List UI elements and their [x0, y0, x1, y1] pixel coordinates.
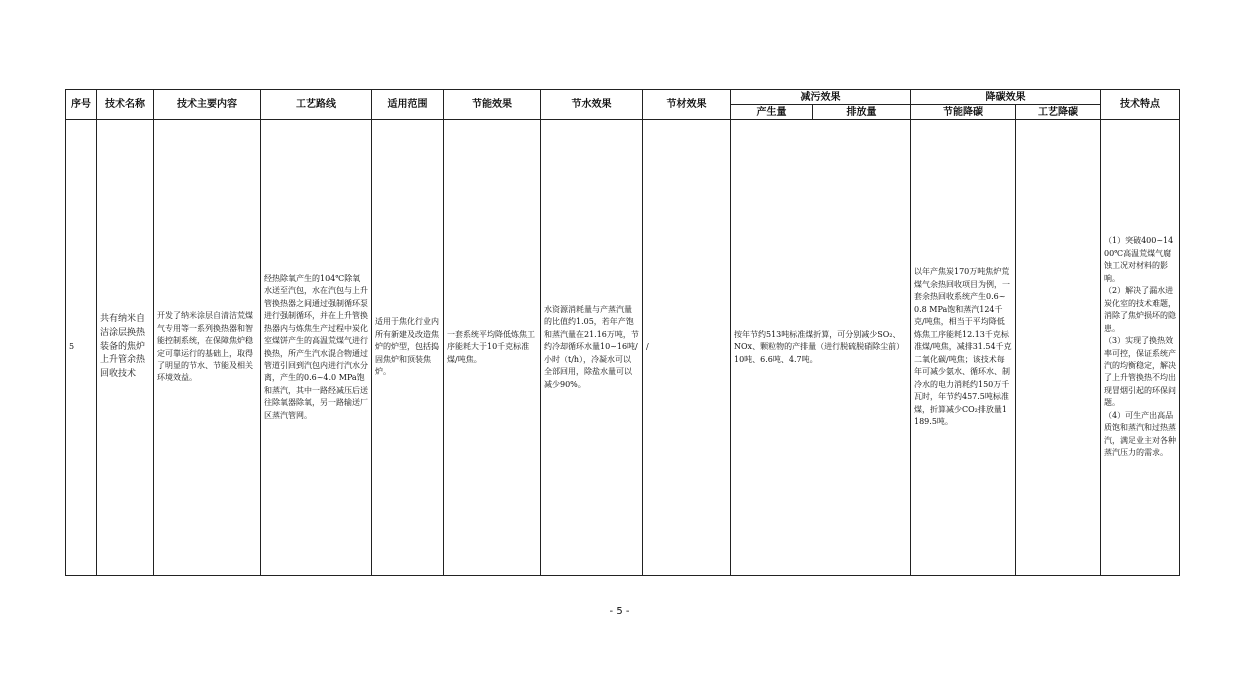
cell-pollution-reduction: 按年节约513吨标准煤折算，可分别减少SO₂、NOx、颗粒物的产排量（进行脱硫脱硝除尘前）10吨、6.6吨、4.7吨。	[731, 120, 911, 576]
cell-carbon-energy: 以年产焦炭170万吨焦炉荒煤气余热回收项目为例，一套余热回收系统产生0.6~0.8 MPa饱和蒸汽124千克/吨焦，相当于平均降低炼焦工序能耗12.13千克标准煤/吨焦，减排31.54千克二氧化碳/吨焦；该技术每年可减少氨水、循环水、制冷水的电力消耗约150万千瓦时，年节约457.5吨标准煤，折算减少CO₂排放量1189.5吨。	[911, 120, 1016, 576]
cell-water-saving: 水资源消耗量与产蒸汽量的比值约1.05，若年产饱和蒸汽量在21.16万吨，节约冷却循环水量10~16吨/小时（t/h），冷凝水可以全部回用，除盐水量可以减少90%。	[541, 120, 643, 576]
header-energy-saving: 节能效果	[444, 90, 541, 120]
page-number: - 5 -	[609, 606, 630, 617]
header-scope: 适用范围	[372, 90, 444, 120]
header-pollution-reduction: 减污效果	[731, 90, 911, 105]
header-seq: 序号	[66, 90, 97, 120]
cell-energy-saving: 一套系统平均降低炼焦工序能耗大于10千克标准煤/吨焦。	[444, 120, 541, 576]
cell-scope: 适用于焦化行业内所有新建及改造焦炉的炉型，包括捣固焦炉和顶装焦炉。	[372, 120, 444, 576]
header-features: 技术特点	[1101, 90, 1180, 120]
cell-main-content: 开发了纳米涂层自清洁荒煤气专用等一系列换热器和智能控制系统，在保障焦炉稳定可靠运行的基础上，取得了明显的节水、节能及相关环境效益。	[154, 120, 261, 576]
header-pollution-emitted: 排放量	[813, 105, 911, 120]
feature-item: （4）可生产出高品质饱和蒸汽和过热蒸汽，满足业主对各种蒸汽压力的需求。	[1104, 410, 1176, 458]
cell-features	[1101, 120, 1180, 576]
feature-item: （3）实现了换热效率可控，保证系统产汽的均衡稳定，解决了上升管换热不均出现冒烟引起的环保问题。	[1104, 336, 1176, 408]
header-process-route: 工艺路线	[261, 90, 372, 120]
cell-seq: 5	[66, 120, 97, 576]
header-main-content: 技术主要内容	[154, 90, 261, 120]
header-carbon-process: 工艺降碳	[1016, 105, 1101, 120]
header-carbon-reduction: 降碳效果	[911, 90, 1101, 105]
technology-table	[65, 89, 1180, 576]
header-water-saving: 节水效果	[541, 90, 643, 120]
feature-item: （2）解决了漏水进炭化室的技术难题，消除了焦炉损坏的隐患。	[1104, 286, 1176, 333]
header-tech-name: 技术名称	[97, 90, 154, 120]
feature-item: （1）突破400~1400℃高温荒煤气腐蚀工况对材料的影响。	[1104, 236, 1174, 283]
cell-carbon-process	[1016, 120, 1101, 576]
header-carbon-energy: 节能降碳	[911, 105, 1016, 120]
header-pollution-generated: 产生量	[731, 105, 813, 120]
cell-material-saving: /	[643, 120, 731, 576]
cell-tech-name: 共有纳米自洁涂层换热装备的焦炉上升管余热回收技术	[97, 120, 154, 576]
header-material-saving: 节材效果	[643, 90, 731, 120]
cell-process-route: 经热除氧产生的104℃除氧水送至汽包，水在汽包与上升管换热器之间通过强制循环泵进行强制循环，并在上升管换热器内与炼焦生产过程中炭化室煤饼产生的高温荒煤气进行换热，所产生汽水混合物通过管道引回到汽包内进行汽水分离，产生的0.6~4.0 MPa饱和蒸汽，其中一路经减压后送往除氧器除氧，另一路输送厂区蒸汽管网。	[261, 120, 372, 576]
